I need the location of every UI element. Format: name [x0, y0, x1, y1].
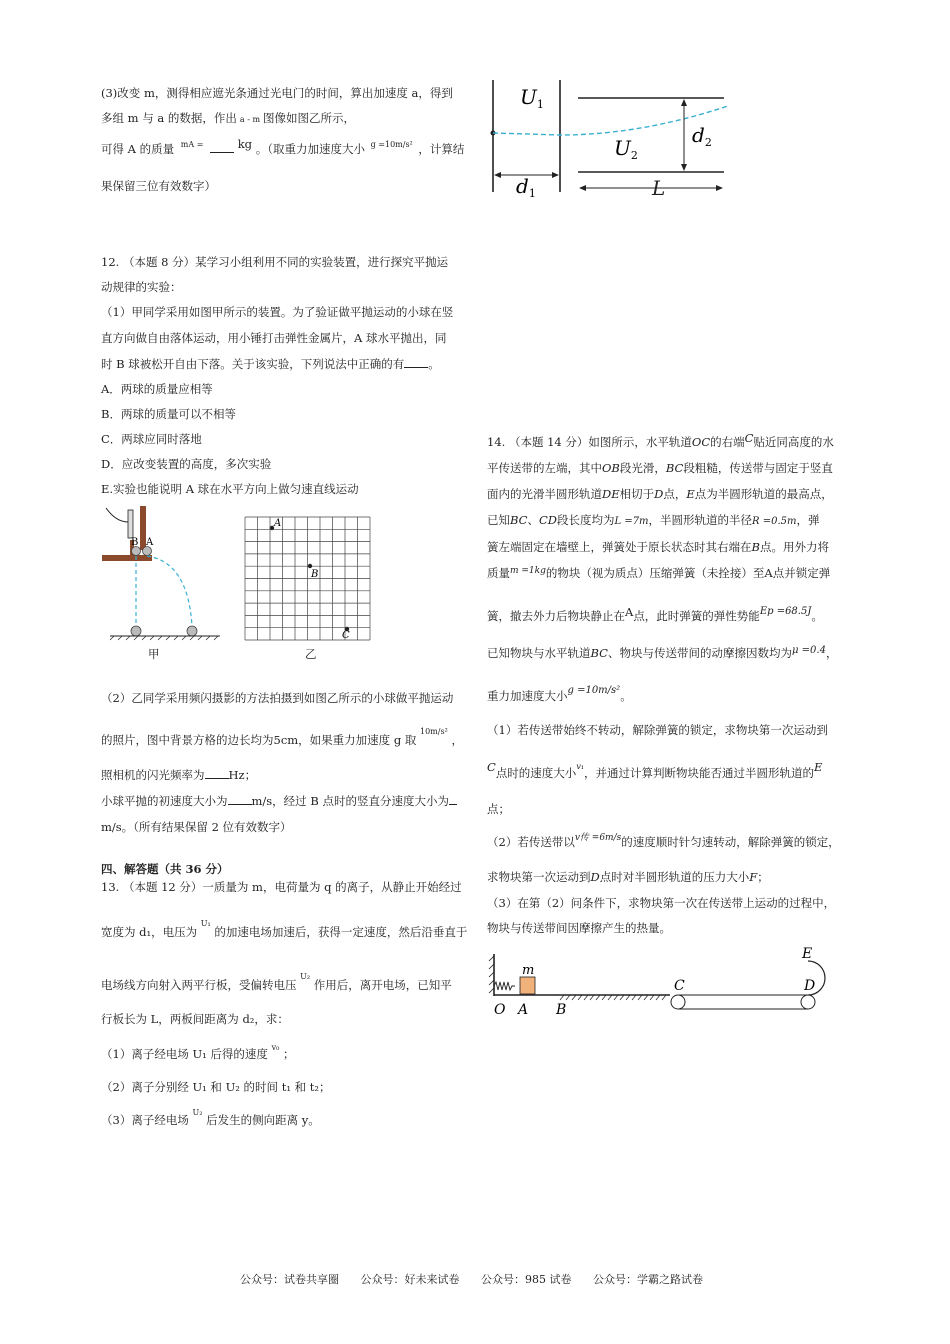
- q13-line-3-a: 电场线方向射入两平行板，受偏转电压: [101, 978, 297, 992]
- q13-line-4: 行板长为 L，两板间距离为 d₂，求：: [101, 1012, 289, 1026]
- label-e: E: [802, 946, 813, 962]
- q12-line-5: [101, 357, 440, 371]
- q14-line-5-b: 点。用外力将: [759, 540, 829, 554]
- fig-jia: [100, 500, 230, 640]
- q14-s1-c: C: [487, 760, 496, 774]
- grid-label-b: B: [311, 569, 319, 580]
- q11-line-2-tail: 图像如图乙所示，: [263, 111, 356, 125]
- label-c: C: [674, 978, 685, 994]
- fig-jia-label-a: A: [146, 537, 154, 548]
- q14-s2-line-2-b: 点时对半圆形轨道的压力大小: [599, 870, 750, 884]
- q14-line-4-e: ，弹: [796, 513, 820, 527]
- q14-bc-3: BC: [590, 646, 608, 660]
- label-m: m: [522, 963, 535, 978]
- q12-option-a: A．两球的质量应相等: [101, 382, 213, 396]
- label-b: B: [556, 1002, 567, 1018]
- grid-point-b: [308, 564, 312, 568]
- q11-unit: kg: [237, 137, 253, 151]
- q14-line-2-b: 段光滑，: [619, 461, 666, 475]
- q12-line-1: 12. （本题 8 分）某学习小组利用不同的实验装置，进行探究平抛运: [101, 255, 449, 269]
- d1-arrow-left: [494, 172, 501, 178]
- block-m: [520, 977, 535, 994]
- q14-s1-e: E: [814, 760, 823, 774]
- q11-line-1: (3)改变 m，测得相应遮光条通过光电门的时间，算出加速度 a，得到: [101, 86, 453, 100]
- q11-answer-blank[interactable]: [210, 152, 234, 153]
- q14-line-1: [487, 431, 834, 449]
- q14-line-2-c: 段粗糙，传送带与固定于竖直: [683, 461, 833, 475]
- label-a: A: [518, 1002, 529, 1018]
- q11-line-2-text: 多组 m 与 a 的数据，作出: [101, 111, 237, 125]
- q13-u1-inline: U₁: [200, 919, 211, 928]
- q14-line-8: [487, 646, 837, 662]
- q14-line-3-d: 点为半圆形轨道的最高点，: [694, 487, 833, 501]
- q13-sub-1-a: （1）离子经电场 U₁ 后得的速度: [101, 1047, 268, 1061]
- q14-line-6: [487, 566, 830, 582]
- hammer: [128, 510, 133, 538]
- q14-line-5: [487, 540, 829, 554]
- q13-sub-3-b: 后发生的侧向距离 y。: [206, 1113, 320, 1127]
- q14-line-2-a: 平传送带的左端，其中: [487, 461, 602, 475]
- q14-line-4-b: 、: [527, 513, 539, 527]
- spring: [494, 982, 515, 990]
- q14-l-value: L =7m: [614, 516, 649, 527]
- label-l: L: [652, 176, 666, 200]
- q12-frequency-unit: Hz；: [228, 768, 257, 782]
- q13-line-3: [101, 972, 452, 994]
- q14-line-4-a: 已知: [487, 513, 510, 527]
- d2-arrow-bottom: [681, 164, 687, 171]
- q14-sub-3-line-1: （3）在第（2）问条件下，求物块第一次在传送带上运动的过程中，: [487, 896, 836, 910]
- q14-cd: CD: [538, 513, 557, 527]
- q14-line-1-c: 贴近同高度的水: [753, 435, 834, 449]
- label-d1: $d_1$: [516, 174, 536, 200]
- q12-option-d: D．应改变装置的高度，多次实验: [101, 457, 272, 471]
- q12-line-5-end: 。: [428, 357, 440, 371]
- q12-option-c: C．两球应同时落地: [101, 432, 202, 446]
- q11-line-3-b: 。（取重力加速度大小: [255, 142, 365, 156]
- q13-sub-3-a: （3）离子经电场: [101, 1113, 189, 1127]
- q14-line-6-a: 质量: [487, 566, 510, 580]
- q12-option-e: E.实验也能说明 A 球在水平方向上做匀速直线运动: [101, 482, 359, 496]
- q14-s1-line-2-a: 点时的速度大小: [495, 766, 577, 780]
- fig-yi-caption: 乙: [305, 647, 317, 661]
- q12-part2-line-5: m/s。（所有结果保留 2 位有效数字）: [101, 820, 292, 834]
- d2-arrow-top: [681, 99, 687, 106]
- footer-item-3: 公众号：985 试卷: [481, 1273, 572, 1286]
- q12-line-2: 动规律的实验：: [101, 280, 182, 294]
- q14-sub-2-line-2: [487, 870, 769, 884]
- q14-s2-line-1-b: 的速度顺时针匀速转动，解除弹簧的锁定，: [621, 835, 840, 849]
- q14-c: C: [744, 431, 754, 445]
- footer-item-2: 公众号：好未来试卷: [360, 1273, 460, 1286]
- q13-line-2-b: 的加速电场加速后，获得一定速度，然后沿垂直于: [214, 925, 468, 939]
- q11-line-4: 果保留三位有效数字）: [101, 179, 216, 193]
- q14-oc: OC: [691, 435, 711, 449]
- q14-sub-1-line-2: [487, 760, 823, 782]
- q14-mu-value: μ =0.4: [791, 645, 826, 656]
- q14-line-3-b: 相切于: [619, 487, 655, 501]
- q12-line-3: （1）甲同学采用如图甲所示的装置。为了验证做平抛运动的小球在竖: [101, 305, 454, 319]
- q14-line-1-a: 14. （本题 14 分）如图所示，水平轨道: [487, 435, 692, 449]
- fig-q14-track: [488, 942, 848, 1022]
- q14-line-2: [487, 461, 833, 475]
- q12-part2-line-2-b: ，: [451, 733, 463, 747]
- q14-line-4-d: ，半圆形轨道的半径: [648, 513, 753, 527]
- q12-part2-line-3-text: 照相机的闪光频率为: [101, 768, 205, 782]
- d1-arrow-right: [552, 172, 559, 178]
- section-4-heading: 四、解答题（共 36 分）: [101, 862, 229, 876]
- q12-frequency-blank[interactable]: [205, 778, 229, 779]
- q11-line-3: [101, 137, 465, 158]
- q12-line-5-text: 时 B 球被松开自由下落。关于该实验，下列说法中正确的有: [101, 357, 405, 371]
- q13-line-2: [101, 919, 468, 941]
- q12-g-value: 10m/s²: [420, 727, 448, 736]
- ball-b-ground: [131, 626, 141, 636]
- q14-line-3: [487, 487, 833, 501]
- q13-u2-sub3: U₂: [192, 1108, 203, 1117]
- q14-line-3-a: 面内的光滑半圆形轨道: [487, 487, 602, 501]
- q13-line-2-a: 宽度为 d₁，电压为: [101, 925, 198, 939]
- q14-a-2: A: [625, 605, 634, 619]
- q14-line-7-c: 。: [811, 609, 823, 623]
- q13-u2-inline: U₂: [300, 972, 311, 981]
- q14-line-7: [487, 605, 823, 625]
- q14-line-8-c: ，: [825, 646, 838, 660]
- q14-s2-line-2-c: ；: [757, 870, 769, 884]
- q14-m-value: m =1kg: [510, 566, 546, 576]
- q14-line-3-c: 点，: [663, 487, 687, 501]
- q12-part2-line-1: （2）乙同学采用频闪摄影的方法拍摄到如图乙所示的小球做平抛运动: [101, 691, 454, 705]
- q13-sub-1-b: ；: [282, 1047, 295, 1061]
- q13-v0: v₀: [271, 1043, 280, 1052]
- q12-vertical-velocity-blank[interactable]: [449, 804, 457, 805]
- q14-bc: BC: [665, 461, 684, 475]
- q13-sub-1: [101, 1043, 295, 1063]
- grid-label-c: C: [342, 630, 350, 641]
- q14-line-4: [487, 513, 820, 529]
- q14-line-7-b: 点，此时弹簧的弹性势能: [633, 609, 760, 623]
- fig-jia-label-b: B: [131, 537, 139, 548]
- q14-line-9-a: 重力加速度大小: [487, 689, 568, 703]
- footer: [240, 1273, 703, 1287]
- q12-part2-line-2: [101, 727, 463, 749]
- q14-line-5-a: 簧左端固定在墙壁上，弹簧处于原长状态时其右端在: [487, 540, 752, 554]
- q12-part2-line-4-b: m/s，经过 B 点时的竖直分速度大小为: [251, 794, 449, 808]
- q14-sub-2-line-1: [487, 835, 840, 851]
- q14-belt-speed: v传 =6m/s: [574, 833, 622, 843]
- q14-r-value: R =0.5m: [752, 516, 797, 527]
- fig-yi-grid: [245, 517, 371, 641]
- label-d2: $d_2$: [692, 123, 712, 149]
- footer-item-1: 公众号：试卷共享圈: [240, 1273, 339, 1286]
- q14-line-8-a: 已知物块与水平轨道: [487, 646, 591, 660]
- ball-a-ground: [187, 626, 197, 636]
- q14-b: B: [751, 540, 760, 554]
- q11-line-3-a: 可得 A 的质量: [101, 142, 175, 156]
- fig-q13-field: [480, 72, 740, 202]
- q12-part2-line-4-a: 小球平抛的初速度大小为: [101, 794, 228, 808]
- ground-hatch: [110, 636, 218, 640]
- q11-mass-symbol: mA =: [180, 140, 204, 149]
- q14-ep-value: Ep =68.5J: [759, 606, 812, 617]
- q14-sub-1-line-1: （1）若传送带始终不转动，解除弹簧的锁定，求物块第一次运动到: [487, 723, 828, 737]
- q14-line-6-b: 的物块（视为质点）压缩弹簧（未拴接）至: [545, 566, 765, 580]
- label-u2: $U_2$: [614, 136, 638, 162]
- q14-s2-line-2-a: 求物块第一次运动到: [487, 870, 591, 884]
- q14-line-9-b: 。: [620, 689, 632, 703]
- q13-line-1: 13. （本题 12 分）一质量为 m，电荷量为 q 的离子，从静止开始经过: [101, 880, 462, 894]
- q14-s1-line-2-b: ，并通过计算判断物块能否通过半圆形轨道的: [584, 766, 815, 780]
- grid-lines: [245, 517, 370, 640]
- q14-de: DE: [602, 487, 620, 501]
- q14-line-7-a: 簧，撤去外力后物块静止在: [487, 609, 625, 623]
- q14-v1: v₁: [576, 762, 585, 771]
- q14-bc-2: BC: [510, 513, 528, 527]
- q12-answer-blank[interactable]: [404, 367, 428, 368]
- hammer-arrow: [106, 508, 128, 522]
- l-arrow-left: [579, 185, 586, 191]
- q14-line-9: [487, 685, 632, 705]
- q12-part2-line-3: [101, 768, 256, 782]
- q14-d: D: [654, 487, 664, 501]
- q14-sub-1-line-3: 点；: [487, 802, 510, 816]
- label-d: D: [804, 978, 816, 994]
- q13-sub-2: （2）离子分别经 U₁ 和 U₂ 的时间 t₁ 和 t₂；: [101, 1080, 331, 1094]
- q14-line-1-b: 的右端: [710, 435, 745, 449]
- q11-g-value: g =10m/s²: [370, 140, 413, 149]
- q11-line-3-c: ，计算结: [418, 142, 465, 156]
- q12-velocity-blank[interactable]: [228, 804, 252, 805]
- q14-g-value: g =10m/s²: [567, 685, 621, 696]
- stand-table: [102, 555, 152, 561]
- q13-line-3-b: 作用后，离开电场，已知平: [313, 978, 452, 992]
- trajectory-a: [147, 556, 192, 626]
- roller-right: [801, 995, 815, 1009]
- q12-part2-line-2-a: 的照片，图中背景方格的边长均为5cm，如果重力加速度 g 取: [101, 733, 417, 747]
- q12-line-4: 直方向做自由落体运动，用小锤打击弹性金属片，A 球水平抛出，同: [101, 331, 447, 345]
- q14-f: F: [749, 870, 758, 884]
- q14-a: A: [764, 566, 773, 580]
- label-o: O: [494, 1002, 506, 1018]
- l-arrow-right: [716, 185, 723, 191]
- q14-ob: OB: [602, 461, 620, 475]
- footer-item-4: 公众号：学霸之路试卷: [593, 1273, 703, 1286]
- q14-line-4-c: 段长度均为: [557, 513, 615, 527]
- q14-e: E: [686, 487, 695, 501]
- q11-am-formula: a - m: [239, 115, 261, 124]
- grid-label-a: A: [274, 518, 282, 529]
- q13-sub-3: [101, 1108, 320, 1129]
- q14-s2-line-1-a: （2）若传送带以: [487, 835, 575, 849]
- q12-part2-line-4: [101, 794, 457, 808]
- q12-option-b: B．两球的质量可以不相等: [101, 407, 236, 421]
- q14-s2-d: D: [590, 870, 600, 884]
- q11-line-2: [101, 111, 355, 127]
- roller-left: [671, 995, 685, 1009]
- label-u1: $U_1$: [520, 85, 544, 111]
- rough-section-hatch: [560, 995, 666, 1000]
- q14-line-8-b: 、物块与传送带间的动摩擦因数均为: [607, 646, 792, 660]
- q14-sub-3-line-2: 物块与传送带间因摩擦产生的热量。: [487, 921, 671, 935]
- fig-jia-caption: 甲: [148, 647, 160, 661]
- q14-line-6-c: 点并锁定弹: [772, 566, 831, 580]
